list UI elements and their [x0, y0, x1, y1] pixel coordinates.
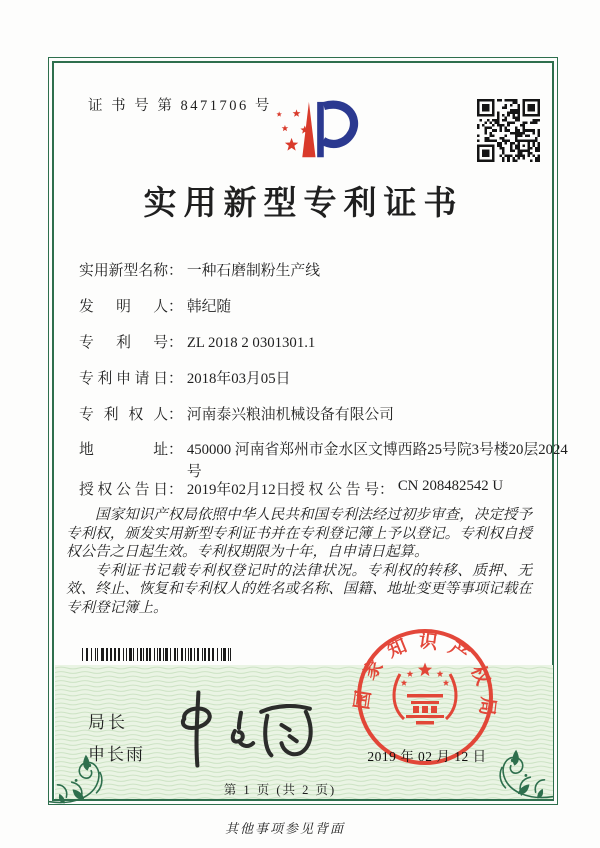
cnipa-logo-icon — [268, 92, 368, 168]
officer-name: 申长雨 — [88, 745, 145, 764]
certificate-title: 实用新型专利证书 — [143, 186, 464, 222]
legal-paragraph: 专利证书记载专利权登记时的法律状况。专利权的转移、质押、无效、终止、恢复和专利权人的姓名或名称、国籍、地址变更等事项记载在专利登记簿上。 — [66, 562, 532, 616]
field-value: 河南泰兴粮油机械设备有限公司 — [186, 407, 394, 423]
page-number: 第 1 页 (共 2 页) — [223, 783, 337, 797]
field-value: 韩纪随 — [186, 299, 232, 315]
officer-title: 局长 — [88, 713, 128, 732]
field-label: 专利号 — [79, 335, 168, 351]
field-row-filing-date: 专利申请日： 2018年03月05日 — [79, 369, 290, 390]
field-label: 地址 — [79, 442, 168, 458]
field-row-grant: 授权公告日： 2019年02月12日 授权公告号： CN 208482542 U — [79, 478, 504, 498]
seal-date: 2019 年 02 月 12 日 — [367, 749, 487, 764]
legal-paragraph: 国家知识产权局依照中华人民共和国专利法经过初步审查，决定授予专利权，颁发实用新型专利证书并在专利登记簿上予以登记。专利权自授权公告之日起生效。专利权期限为十年，自申请日起算。 — [66, 507, 532, 561]
back-side-note: 其他事项参见背面 — [224, 821, 345, 836]
field-value: 一种石磨制粉生产线 — [186, 263, 320, 279]
qr-code-icon — [477, 99, 540, 162]
field-row-publication-no: 授权公告号： CN 208482542 U — [290, 478, 504, 498]
field-label: 实用新型名称 — [79, 263, 168, 279]
certificate-number: 证 书 号 第 8471706 号 — [88, 98, 272, 114]
field-value: 2018年03月05日 — [186, 371, 291, 387]
field-label: 授权公告日 — [79, 482, 168, 498]
seal-text: 国家知识产权局 — [351, 630, 499, 727]
field-row-name: 实用新型名称： 一种石磨制粉生产线 — [79, 261, 320, 282]
field-label: 专利权人 — [79, 407, 168, 423]
barcode-icon — [82, 648, 234, 661]
field-value: CN 208482542 U — [397, 478, 504, 494]
field-value: 2019年02月12日 — [186, 482, 291, 498]
field-value: ZL 2018 2 0301301.1 — [186, 335, 316, 351]
field-label: 授权公告号 — [290, 482, 379, 498]
national-emblem-icon — [401, 663, 449, 686]
legal-text — [66, 506, 532, 618]
field-row-inventor: 发明人： 韩纪随 — [79, 297, 231, 318]
field-value: 450000 河南省郑州市金水区文博西路25号院3号楼20层2024号 — [186, 442, 568, 480]
field-row-address: 地址： 450000 河南省郑州市金水区文博西路25号院3号楼20层2024号 — [79, 440, 579, 483]
field-label: 发明人 — [79, 299, 168, 315]
handwritten-signature-icon — [168, 684, 320, 772]
field-row-patentee: 专利权人： 河南泰兴粮油机械设备有限公司 — [79, 405, 394, 426]
field-label: 专利申请日 — [79, 371, 168, 387]
field-row-patent-no: 专利号： ZL 2018 2 0301301.1 — [79, 333, 315, 354]
